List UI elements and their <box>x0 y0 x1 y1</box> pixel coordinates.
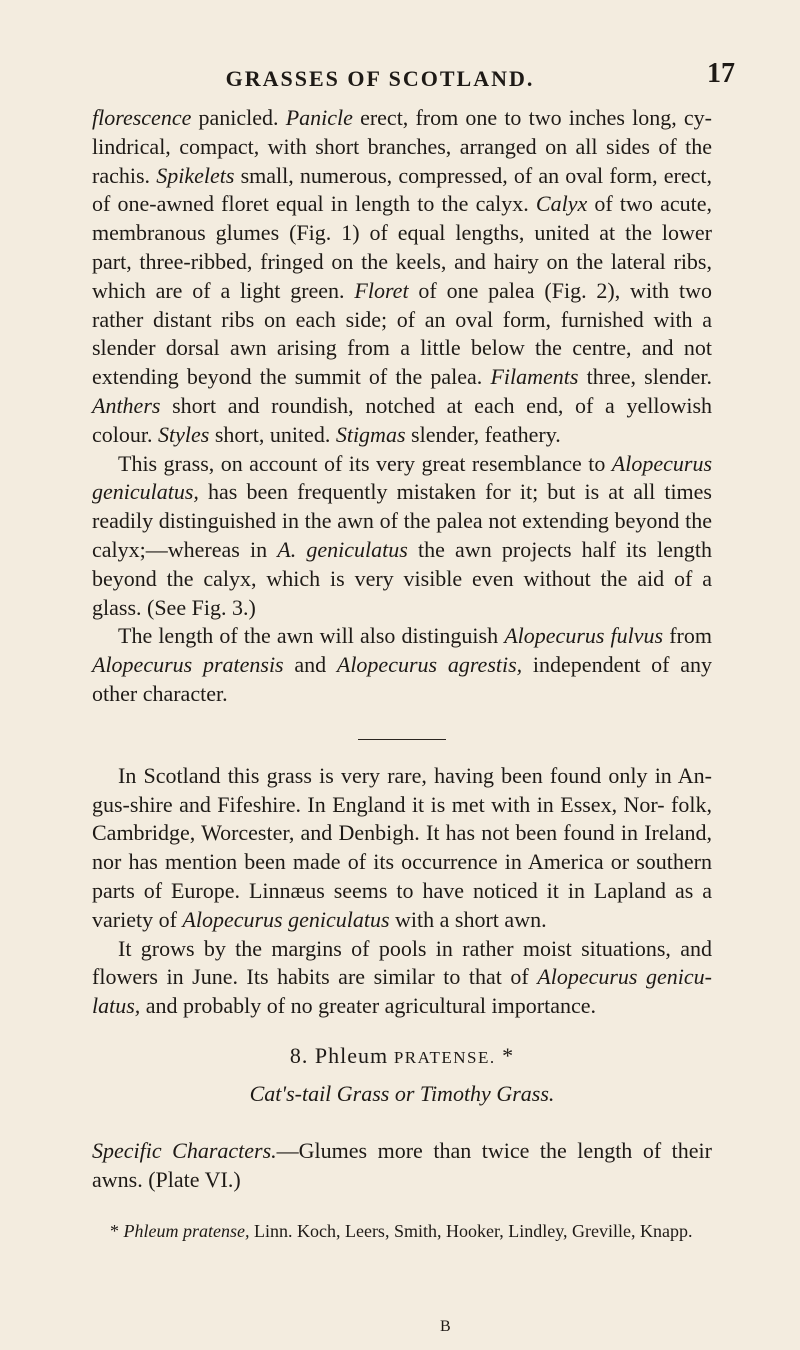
paragraph-distribution: In Scotland this grass is very rare, having been found only in An- gus-shire and Fifeshire. In England it is met with in Essex, Nor- folk, Cambridge, Worcester, and Denbigh. It has not been found in Ireland, nor has mention been made of its occurrence in America or southern parts of Europe. Linnæus seems to have noticed it in Lapland as a variety of Alopecurus geniculatus with a short awn. <box>92 762 712 932</box>
italic-term: Floret <box>354 277 409 303</box>
footnote: * Phleum pratense, Linn. Koch, Leers, Smith, Hooker, Lindley, Greville, Knapp. <box>110 1220 693 1241</box>
italic-term: Filaments <box>490 364 579 390</box>
italic-term: Alopecurus geniculatus <box>182 906 390 932</box>
common-name: Cat's-tail Grass or Timothy Grass. <box>249 1080 555 1106</box>
running-head <box>0 58 800 92</box>
section-divider <box>358 739 446 740</box>
text-body <box>92 104 712 1243</box>
paragraph-description: florescence panicled. Panicle erect, from one to two inches long, cy- lindrical, compact, with short branches, arranged on all sides of the rachis. Spikelets small, numerous, compressed, of an oval form, erect, of one-awned floret equal in length to the calyx. Calyx of two acute, membranous glumes (Fig. 1) of equal lengths, united at the lower part, three-ribbed, fringed on the keels, and hairy on the lateral ribs, which are of a light green. Floret of one palea (Fig. 2), with two rather distant ribs on each side; of an oval form, furnished with a slender dorsal awn arising from a little below the centre, and not extending beyond the summit of the palea. Filaments three, slender. Anthers short and roundish, notched at each end, of a yellowish colour. Styles short, united. Stigmas slender, feathery. <box>92 105 713 447</box>
italic-term: Alopecurus agrestis, <box>336 652 523 678</box>
paragraph-awn-length: The length of the awn will also distinguish Alopecurus fulvus from Alopecurus pratensis and Alopecurus agrestis, independent of any other character. <box>92 623 713 706</box>
page-number: 17 <box>707 58 735 89</box>
species-genus: Phleum <box>314 1042 389 1068</box>
italic-term: A. geniculatus <box>277 536 408 562</box>
italic-term: Spikelets <box>156 162 235 188</box>
species-epithet: PRATENSE. <box>388 1047 496 1067</box>
paragraph-resemblance: This grass, on account of its very great resemblance to Alopecurus geniculatus, has been frequently mistaken for it; but is at all times readily distinguished in the awn of the palea not extending beyond the calyx;—whereas in A. geniculatus the awn projects half its length beyond the calyx, which is very visible even without the aid of a glass. (See Fig. 3.) <box>92 450 712 620</box>
italic-term: Alopecurus geniculatus, <box>92 450 712 505</box>
italic-term: Alopecurus pratensis <box>92 652 284 678</box>
italic-term: Stigmas <box>335 421 406 447</box>
italic-term: Phleum pratense, <box>123 1220 250 1241</box>
specific-characters: Specific Characters.—Glumes more than twice the length of their awns. (Plate VI.) <box>92 1137 712 1192</box>
italic-term: Alopecurus fulvus <box>504 623 664 649</box>
signature-mark: B <box>440 1318 451 1335</box>
italic-term: Anthers <box>92 392 161 418</box>
species-heading: 8. Phleum PRATENSE. * <box>289 1042 515 1068</box>
italic-term: Alopecurus genicu- latus, <box>92 964 712 1019</box>
italic-term: Calyx <box>535 191 588 217</box>
italic-term: florescence <box>92 105 192 130</box>
paragraph-habitat: It grows by the margins of pools in rather moist situations, and flowers in June. Its habits are similar to that of Alopecurus genicu- latus, and probably of no greater agricultural importance. <box>92 935 712 1019</box>
italic-term: Specific Characters. <box>92 1137 277 1163</box>
footnote-marker: * <box>495 1042 515 1068</box>
italic-term: Styles <box>158 421 210 447</box>
italic-term: Panicle <box>285 105 353 130</box>
running-head-title: GRASSES OF SCOTLAND. <box>225 66 535 91</box>
